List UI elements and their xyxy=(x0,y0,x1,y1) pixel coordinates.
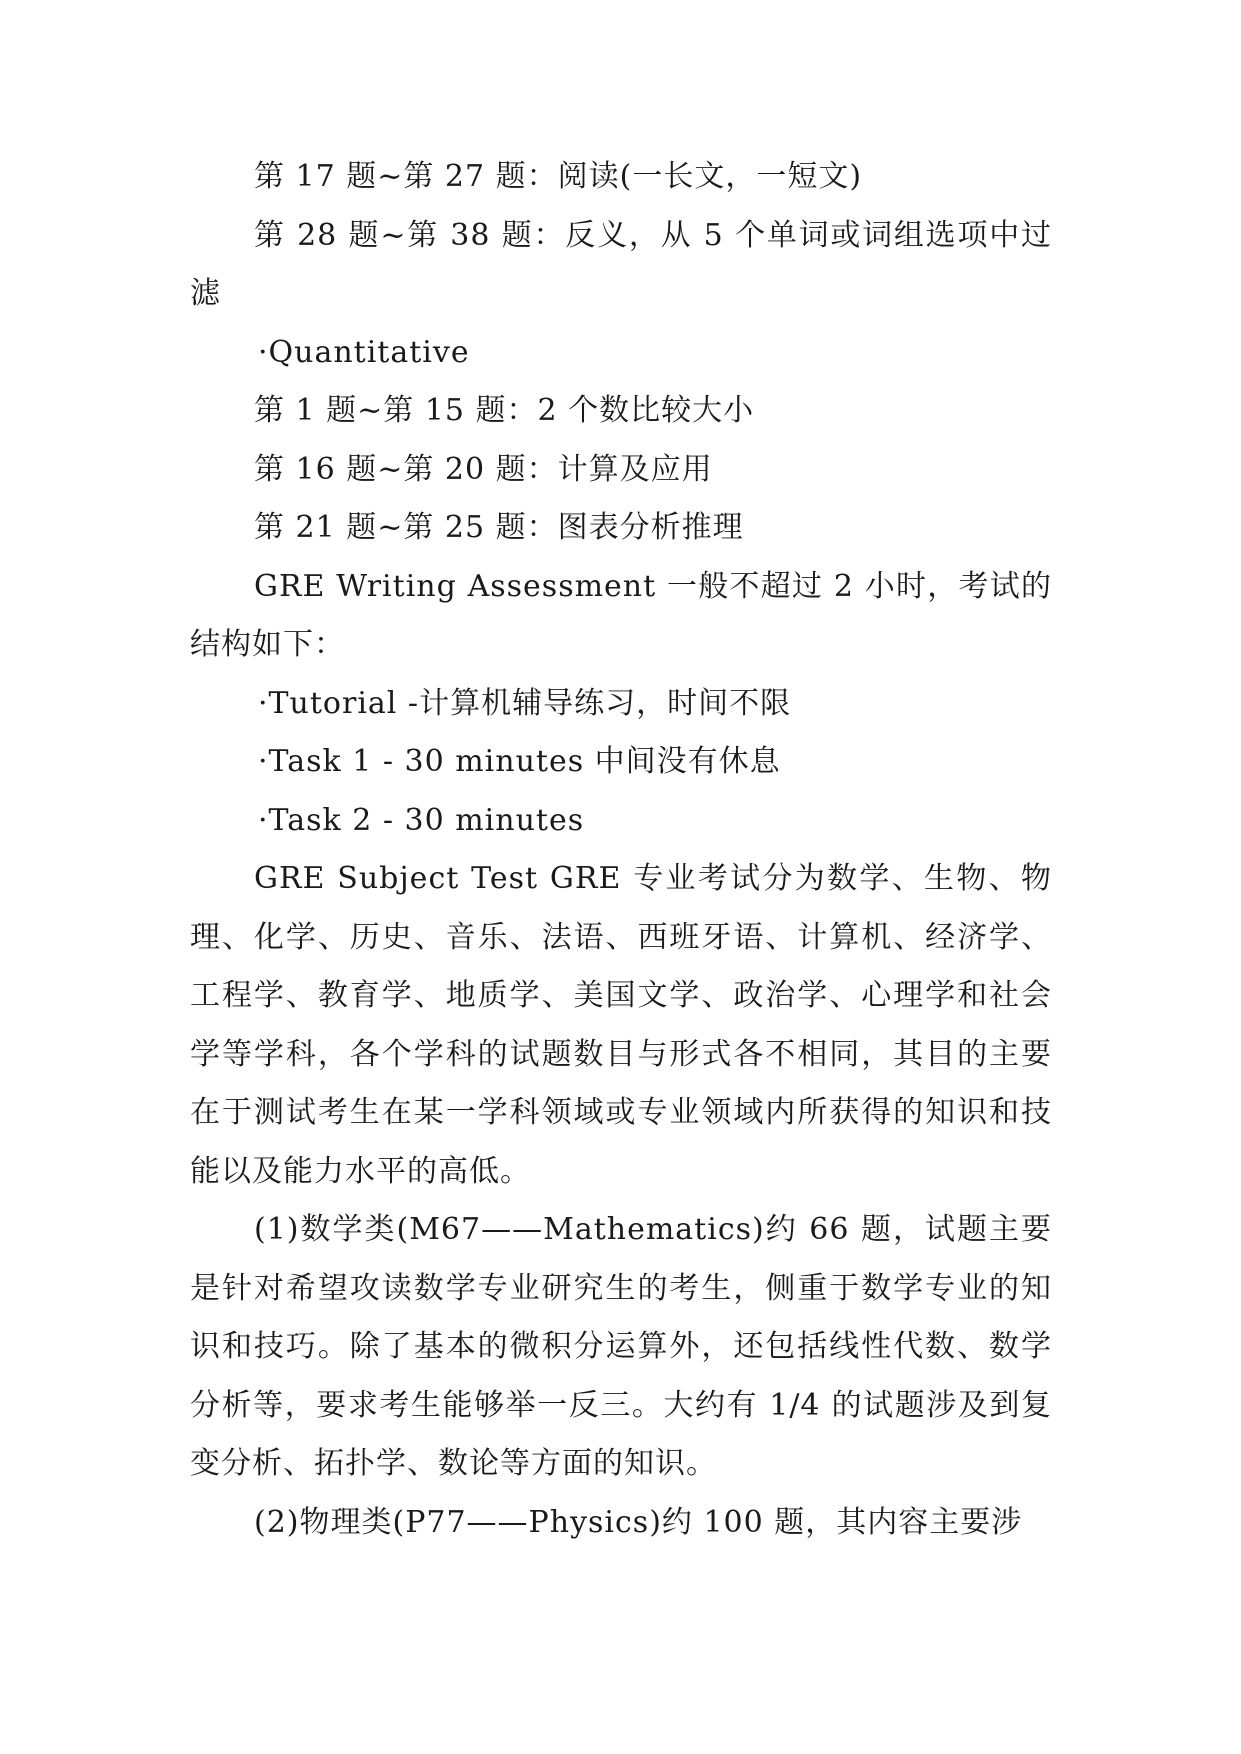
bullet-quantitative: ·Quantitative xyxy=(258,334,470,370)
bullet-tutorial: ·Tutorial -计算机辅导练习，时间不限 xyxy=(258,685,792,721)
line-quant-calculation: 第 16 题~第 20 题：计算及应用 xyxy=(254,451,713,487)
paragraph-mathematics: (1)数学类(M67——Mathematics)约 66 题，试题主要是针对希望攻读数学专业研究生的考生，侧重于数学专业的知识和技巧。除了基本的微积分运算外，还包括线性代数、数学分析等，要求考生能够举一反三。大约有 1/4 的试题涉及到复变分析、拓扑学、数论等方面的知识。 xyxy=(190,1212,1052,1481)
line-quant-comparison: 第 1 题~第 15 题：2 个数比较大小 xyxy=(254,393,755,428)
paragraph-physics: (2)物理类(P77——Physics)约 100 题，其内容主要涉 xyxy=(254,1504,1023,1540)
paragraph-antonym-questions: 第 28 题~第 38 题：反义，从 5 个单词或词组选项中过滤 xyxy=(190,217,1052,311)
bullet-task-2: ·Task 2 - 30 minutes xyxy=(258,802,585,838)
line-quant-chart-analysis: 第 21 题~第 25 题：图表分析推理 xyxy=(254,510,744,545)
bullet-task-1: ·Task 1 - 30 minutes 中间没有休息 xyxy=(258,744,781,779)
paragraph-subject-test: GRE Subject Test GRE 专业考试分为数学、生物、物理、化学、历史、音乐、法语、西班牙语、计算机、经济学、工程学、教育学、地质学、美国文学、政治学、心理学和社会学等学科，各个学科的试题数目与形式各不相同，其目的主要在于测试考生在某一学科领域或专业领域内所获得的知识和技能以及能力水平的高低。 xyxy=(190,861,1052,1189)
line-reading-questions: 第 17 题~第 27 题：阅读(一长文，一短文) xyxy=(254,159,863,194)
text-column xyxy=(190,148,1052,1552)
paragraph-writing-assessment: GRE Writing Assessment 一般不超过 2 小时，考试的结构如下： xyxy=(190,568,1052,662)
